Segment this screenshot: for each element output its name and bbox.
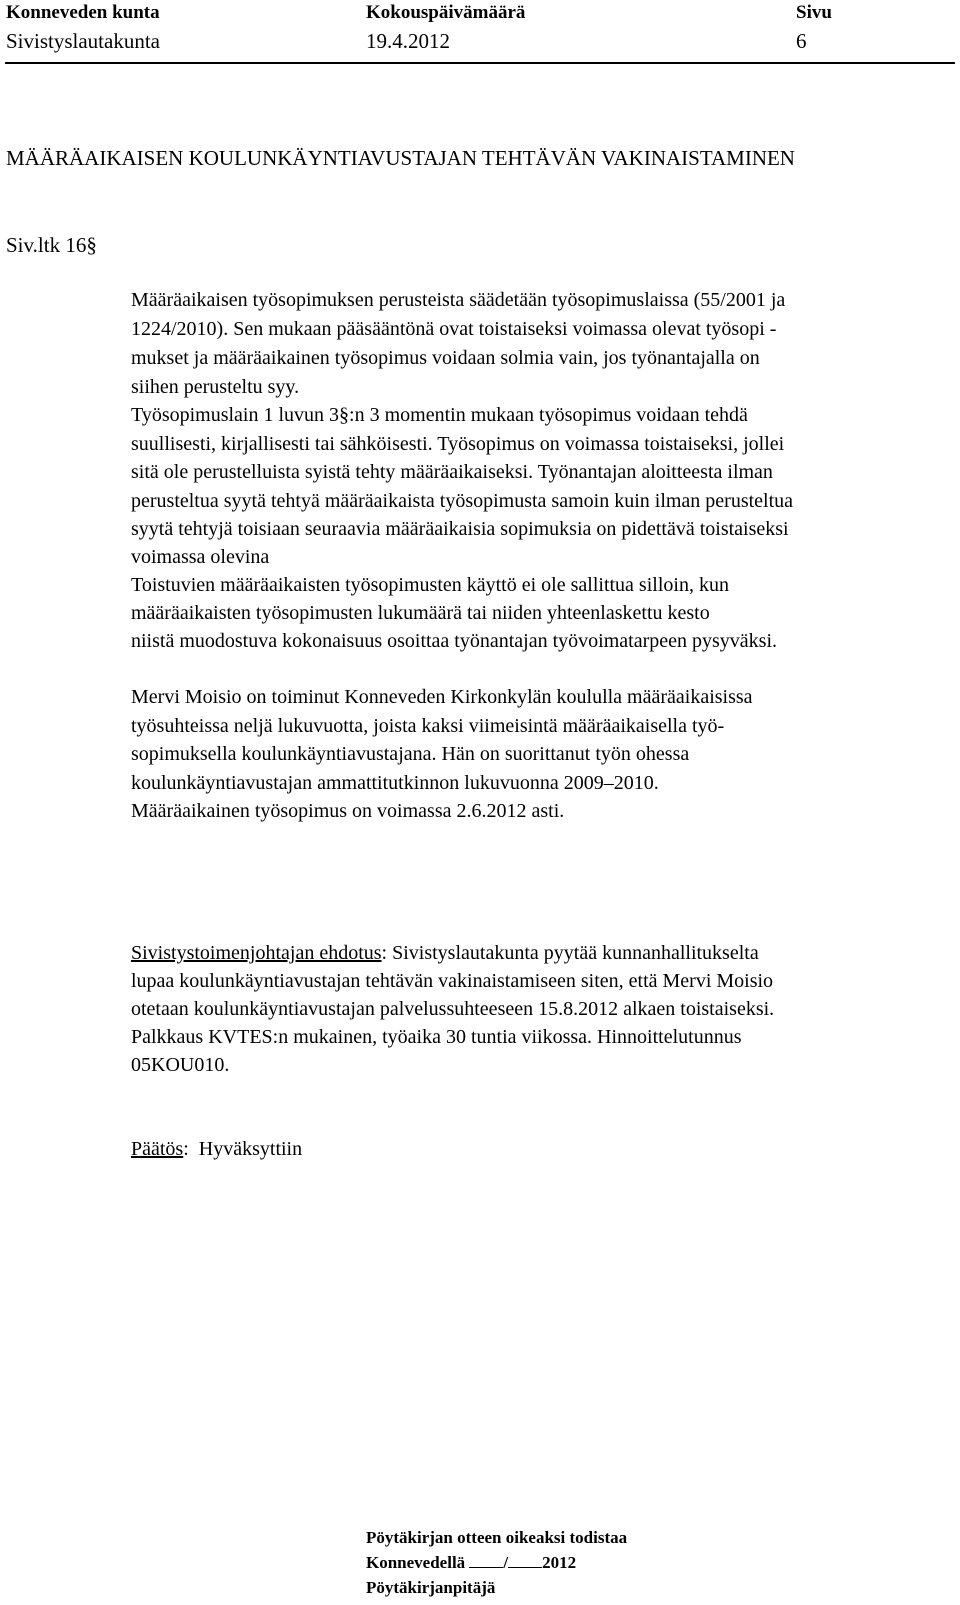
paragraph-line: suullisesti, kirjallisesti tai sähköisesti. Työsopimus on voimassa toistaiseksi, jollei: [131, 433, 785, 455]
paragraph-line: siihen perusteltu syy.: [131, 376, 300, 398]
paragraph-line: niistä muodostuva kokonaisuus osoittaa työnantajan työvoimatarpeen pysyväksi.: [131, 630, 778, 652]
paragraph-line: Määräaikainen työsopimus on voimassa 2.6.2012 asti.: [131, 800, 565, 822]
month-blank: [508, 1553, 542, 1568]
proposal-line: Palkkaus KVTES:n mukainen, työaika 30 tuntia viikossa. Hinnoittelutunnus: [131, 1026, 742, 1048]
section-reference: Siv.ltk 16§: [6, 233, 97, 257]
date-label: Kokouspäivämäärä: [366, 2, 526, 23]
certification-date-line: [366, 1553, 576, 1573]
committee-name: Sivistyslautakunta: [6, 29, 160, 53]
paragraph-line: Työsopimuslain 1 luvun 3§:n 3 momentin mukaan työsopimus voidaan tehdä: [131, 404, 748, 426]
document-title: MÄÄRÄAIKAISEN KOULUNKÄYNTIAVUSTAJAN TEHTÄVÄN VAKINAISTAMINEN: [6, 146, 795, 170]
paragraph-line: määräaikaisten työsopimusten lukumäärä tai niiden yhteenlaskettu kesto: [131, 602, 710, 624]
proposal-label: Sivistystoimenjohtajan ehdotus: [131, 942, 382, 964]
day-blank: [469, 1553, 503, 1568]
decision-colon: :: [183, 1138, 189, 1160]
decision-value: Hyväksyttiin: [198, 1138, 303, 1160]
proposal-text: : Sivistyslautakunta pyytää kunnanhallitukselta: [381, 942, 759, 964]
minutes-keeper-label: Pöytäkirjanpitäjä: [366, 1578, 496, 1597]
proposal-line: 05KOU010.: [131, 1054, 230, 1076]
paragraph-line: syytä tehtyjä toisiaan seuraavia määräaikaisia sopimuksia on pidettävä toistaiseksi: [131, 518, 789, 540]
paragraph-line: sopimuksella koulunkäyntiavustajana. Hän on suorittanut työn ohessa: [131, 743, 690, 765]
paragraph-line: työsuhteissa neljä lukuvuotta, joista kaksi viimeisintä määräaikaisella työ-: [131, 715, 725, 737]
decision: [131, 1138, 302, 1161]
page-number: 6: [796, 29, 807, 53]
municipality-name: Konneveden kunta: [6, 2, 160, 23]
certification-place: Konnevedellä: [366, 1553, 466, 1572]
certification-year: 2012: [542, 1553, 577, 1572]
page-label: Sivu: [796, 2, 832, 23]
paragraph-line: sitä ole perustelluista syistä tehty määräaikaiseksi. Työnantajan aloitteesta ilman: [131, 461, 773, 483]
paragraph-line: Mervi Moisio on toiminut Konneveden Kirkonkylän koululla määräaikaisissa: [131, 686, 753, 708]
paragraph-line: voimassa olevina: [131, 546, 270, 568]
paragraph-line: perusteltua syytä tehtyä määräaikaista työsopimusta samoin kuin ilman perusteltua: [131, 490, 794, 512]
paragraph-line: Toistuvien määräaikaisten työsopimusten käyttö ei ole sallittua silloin, kun: [131, 574, 729, 596]
paragraph-line: mukset ja määräaikainen työsopimus voidaan solmia vain, jos työnantajalla on: [131, 347, 760, 369]
certification-line: Pöytäkirjan otteen oikeaksi todistaa: [366, 1528, 628, 1547]
decision-label: Päätös: [131, 1138, 184, 1160]
proposal-first-line: [131, 942, 759, 965]
date-separator: /: [503, 1553, 509, 1572]
proposal-line: lupaa koulunkäyntiavustajan tehtävän vakinaistamiseen siten, että Mervi Moisio: [131, 970, 774, 992]
date-value: 19.4.2012: [366, 29, 450, 53]
paragraph-line: Määräaikaisen työsopimuksen perusteista säädetään työsopimuslaissa (55/2001 ja: [131, 289, 786, 311]
paragraph-line: koulunkäyntiavustajan ammattitutkinnon lukuvuonna 2009–2010.: [131, 772, 659, 794]
paragraph-line: 1224/2010). Sen mukaan pääsääntönä ovat toistaiseksi voimassa olevat työsopi -: [131, 318, 777, 340]
header-divider: [5, 62, 955, 64]
proposal-line: otetaan koulunkäyntiavustajan palvelussuhteeseen 15.8.2012 alkaen toistaiseksi.: [131, 998, 775, 1020]
